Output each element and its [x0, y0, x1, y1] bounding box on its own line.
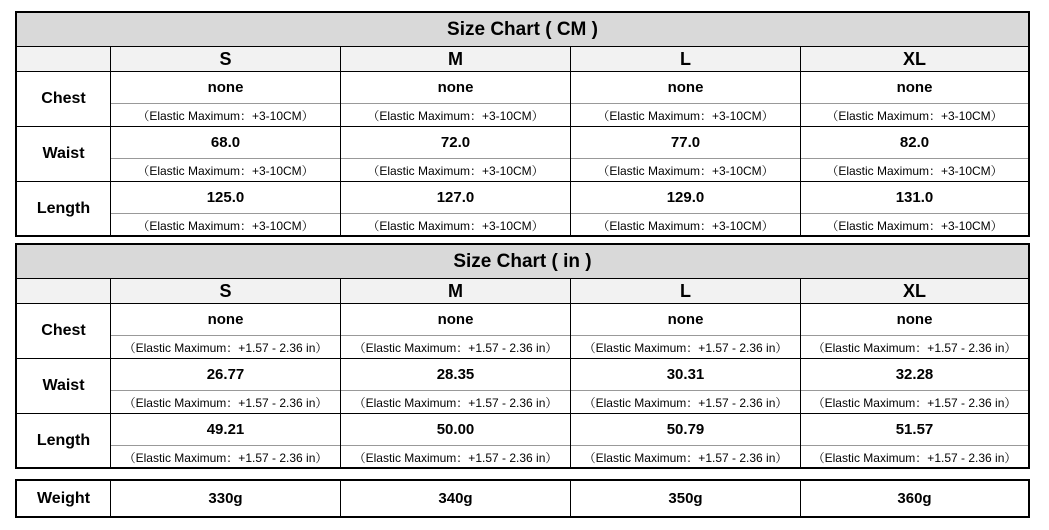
- table-row-waist: [17, 127, 1028, 182]
- table-title: Size Chart ( in ): [17, 245, 1028, 279]
- size-header-s: S: [110, 47, 340, 71]
- size-chart-in-table: [15, 243, 1030, 469]
- weight-value: 350g: [570, 481, 800, 516]
- weight-value: 360g: [800, 481, 1028, 516]
- size-chart-cm-table: [15, 11, 1030, 237]
- elastic-note: （Elastic Maximum：+3-10CM）: [597, 218, 774, 233]
- size-cell: [570, 72, 800, 126]
- measure-value: 131.0: [801, 182, 1028, 214]
- corner-cell: [17, 47, 110, 71]
- elastic-note: （Elastic Maximum：+3-10CM）: [137, 218, 314, 233]
- elastic-note: （Elastic Maximum：+3-10CM）: [826, 218, 1003, 233]
- elastic-note: （Elastic Maximum：+1.57 - 2.36 in）: [123, 340, 328, 355]
- size-cell: [570, 127, 800, 181]
- size-cell: [340, 414, 570, 468]
- elastic-note: （Elastic Maximum：+1.57 - 2.36 in）: [583, 340, 788, 355]
- size-cell: [340, 304, 570, 358]
- elastic-note: （Elastic Maximum：+1.57 - 2.36 in）: [583, 395, 788, 410]
- weight-table: [15, 479, 1030, 518]
- size-cell: [340, 182, 570, 236]
- size-cell: [570, 359, 800, 413]
- measure-value: 26.77: [111, 359, 340, 391]
- size-header-m: M: [340, 47, 570, 71]
- size-header-s: S: [110, 279, 340, 303]
- elastic-note: （Elastic Maximum：+1.57 - 2.36 in）: [583, 450, 788, 465]
- size-cell: [110, 127, 340, 181]
- weight-value: 340g: [340, 481, 570, 516]
- measure-value: 50.79: [571, 414, 800, 446]
- size-cell: [800, 414, 1028, 468]
- elastic-note: （Elastic Maximum：+3-10CM）: [137, 108, 314, 123]
- elastic-note: （Elastic Maximum：+1.57 - 2.36 in）: [123, 395, 328, 410]
- measure-value: 30.31: [571, 359, 800, 391]
- size-cell: [110, 359, 340, 413]
- size-cell: [800, 359, 1028, 413]
- size-cell: [800, 182, 1028, 236]
- size-cell: [800, 304, 1028, 358]
- row-label: Waist: [42, 145, 85, 162]
- size-cell: [110, 304, 340, 358]
- weight-value: 330g: [110, 481, 340, 516]
- measure-value: 49.21: [111, 414, 340, 446]
- row-label: Chest: [41, 90, 86, 107]
- table-row-length: [17, 182, 1028, 236]
- size-cell: [570, 304, 800, 358]
- size-header-row: [17, 47, 1028, 72]
- elastic-note: （Elastic Maximum：+1.57 - 2.36 in）: [123, 450, 328, 465]
- table-row-weight: [17, 481, 1028, 516]
- size-header-l: L: [570, 279, 800, 303]
- measure-value: 125.0: [111, 182, 340, 214]
- size-cell: [570, 182, 800, 236]
- measure-value: 127.0: [341, 182, 570, 214]
- measure-value: none: [341, 72, 570, 104]
- measure-value: 68.0: [111, 127, 340, 159]
- elastic-note: （Elastic Maximum：+1.57 - 2.36 in）: [812, 450, 1017, 465]
- size-cell: [800, 127, 1028, 181]
- row-label: Length: [36, 432, 91, 449]
- measure-value: 50.00: [341, 414, 570, 446]
- size-header-row: [17, 279, 1028, 304]
- row-label: Chest: [41, 322, 86, 339]
- measure-value: none: [341, 304, 570, 336]
- measure-value: none: [111, 72, 340, 104]
- size-cell: [110, 414, 340, 468]
- size-cell: [110, 72, 340, 126]
- elastic-note: （Elastic Maximum：+3-10CM）: [137, 163, 314, 178]
- measure-value: none: [801, 72, 1028, 104]
- elastic-note: （Elastic Maximum：+3-10CM）: [367, 108, 544, 123]
- elastic-note: （Elastic Maximum：+3-10CM）: [826, 163, 1003, 178]
- measure-value: none: [111, 304, 340, 336]
- measure-value: none: [801, 304, 1028, 336]
- size-cell: [340, 72, 570, 126]
- measure-value: none: [571, 72, 800, 104]
- measure-value: none: [571, 304, 800, 336]
- measure-value: 51.57: [801, 414, 1028, 446]
- elastic-note: （Elastic Maximum：+3-10CM）: [597, 108, 774, 123]
- measure-value: 28.35: [341, 359, 570, 391]
- row-label: Waist: [42, 377, 85, 394]
- elastic-note: （Elastic Maximum：+1.57 - 2.36 in）: [812, 340, 1017, 355]
- size-cell: [340, 127, 570, 181]
- measure-value: 32.28: [801, 359, 1028, 391]
- table-row-chest: [17, 304, 1028, 359]
- size-header-xl: XL: [800, 47, 1028, 71]
- measure-value: 77.0: [571, 127, 800, 159]
- elastic-note: （Elastic Maximum：+3-10CM）: [826, 108, 1003, 123]
- elastic-note: （Elastic Maximum：+3-10CM）: [597, 163, 774, 178]
- table-row-length: [17, 414, 1028, 468]
- measure-value: 129.0: [571, 182, 800, 214]
- measure-value: 82.0: [801, 127, 1028, 159]
- measure-value: 72.0: [341, 127, 570, 159]
- table-row-waist: [17, 359, 1028, 414]
- corner-cell: [17, 279, 110, 303]
- row-label: Weight: [36, 489, 91, 507]
- elastic-note: （Elastic Maximum：+3-10CM）: [367, 163, 544, 178]
- elastic-note: （Elastic Maximum：+1.57 - 2.36 in）: [353, 395, 558, 410]
- size-cell: [340, 359, 570, 413]
- row-label: Length: [36, 200, 91, 217]
- table-row-chest: [17, 72, 1028, 127]
- size-cell: [570, 414, 800, 468]
- elastic-note: （Elastic Maximum：+1.57 - 2.36 in）: [353, 450, 558, 465]
- table-title: Size Chart ( CM ): [17, 13, 1028, 47]
- elastic-note: （Elastic Maximum：+1.57 - 2.36 in）: [812, 395, 1017, 410]
- size-header-m: M: [340, 279, 570, 303]
- elastic-note: （Elastic Maximum：+3-10CM）: [367, 218, 544, 233]
- size-cell: [110, 182, 340, 236]
- size-cell: [800, 72, 1028, 126]
- size-header-xl: XL: [800, 279, 1028, 303]
- elastic-note: （Elastic Maximum：+1.57 - 2.36 in）: [353, 340, 558, 355]
- size-header-l: L: [570, 47, 800, 71]
